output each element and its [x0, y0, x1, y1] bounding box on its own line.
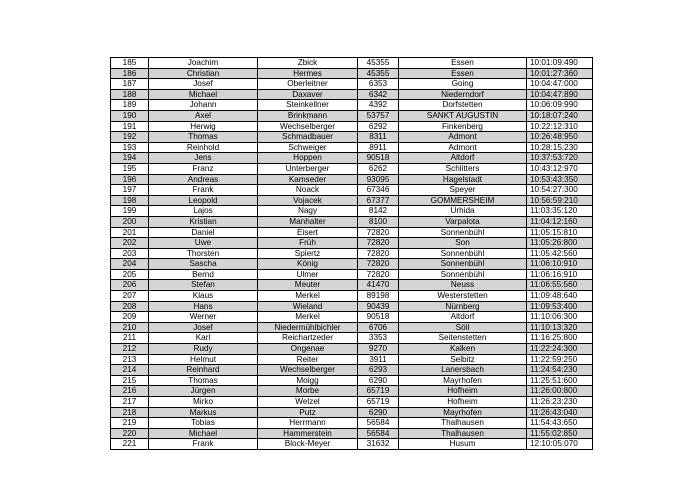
start-number-cell: 199: [111, 206, 149, 217]
last-name-cell: Wieland: [258, 301, 358, 312]
city-cell: Sonnenbühl: [399, 269, 527, 280]
last-name-cell: Ulmer: [258, 269, 358, 280]
last-name-cell: Morbe: [258, 386, 358, 397]
first-name-cell: Andreas: [149, 174, 258, 185]
table-row: [111, 238, 593, 249]
table-row: [111, 68, 593, 79]
start-number-cell: 218: [111, 407, 149, 418]
start-number-cell: 187: [111, 79, 149, 90]
first-name-cell: Frank: [149, 439, 258, 450]
postal-code-cell: 6292: [358, 121, 399, 132]
start-number-cell: 210: [111, 322, 149, 333]
table-row: [111, 110, 593, 121]
city-cell: Selbitz: [399, 354, 527, 365]
city-cell: Varpalota: [399, 216, 527, 227]
time-cell: 10:04:47:000: [527, 79, 593, 90]
postal-code-cell: 6290: [358, 375, 399, 386]
first-name-cell: Helmut: [149, 354, 258, 365]
last-name-cell: Noack: [258, 185, 358, 196]
table-row: [111, 216, 593, 227]
first-name-cell: Werner: [149, 312, 258, 323]
postal-code-cell: 67377: [358, 195, 399, 206]
first-name-cell: Johann: [149, 100, 258, 111]
start-number-cell: 186: [111, 68, 149, 79]
time-cell: 11:16:25:800: [527, 333, 593, 344]
time-cell: 10:53:43:350: [527, 174, 593, 185]
time-cell: 10:26:48:950: [527, 132, 593, 143]
last-name-cell: Spiertz: [258, 248, 358, 259]
postal-code-cell: 45355: [358, 58, 399, 69]
table-row: [111, 291, 593, 302]
time-cell: 11:22:59:250: [527, 354, 593, 365]
last-name-cell: Schmadbauer: [258, 132, 358, 143]
postal-code-cell: 56584: [358, 418, 399, 429]
time-cell: 10:56:59:210: [527, 195, 593, 206]
last-name-cell: Hermes: [258, 68, 358, 79]
first-name-cell: Herwig: [149, 121, 258, 132]
first-name-cell: Josef: [149, 79, 258, 90]
first-name-cell: Michael: [149, 428, 258, 439]
city-cell: Neuss: [399, 280, 527, 291]
table-row: [111, 280, 593, 291]
postal-code-cell: 93095: [358, 174, 399, 185]
postal-code-cell: 41470: [358, 280, 399, 291]
table-row: [111, 58, 593, 69]
results-table: [110, 57, 593, 450]
city-cell: Essen: [399, 58, 527, 69]
table-row: [111, 100, 593, 111]
last-name-cell: Daxaver: [258, 89, 358, 100]
time-cell: 10:01:09:490: [527, 58, 593, 69]
last-name-cell: Putz: [258, 407, 358, 418]
city-cell: Mayrhofen: [399, 407, 527, 418]
postal-code-cell: 31632: [358, 439, 399, 450]
first-name-cell: Frank: [149, 185, 258, 196]
first-name-cell: Uwe: [149, 238, 258, 249]
table-row: [111, 206, 593, 217]
postal-code-cell: 72820: [358, 238, 399, 249]
start-number-cell: 191: [111, 121, 149, 132]
results-table-body: [111, 58, 593, 450]
table-row: [111, 185, 593, 196]
city-cell: Westerstetten: [399, 291, 527, 302]
last-name-cell: Nagy: [258, 206, 358, 217]
city-cell: Seitenstetten: [399, 333, 527, 344]
city-cell: Schlitters: [399, 163, 527, 174]
last-name-cell: Manhalter: [258, 216, 358, 227]
last-name-cell: Welzel: [258, 397, 358, 408]
table-row: [111, 248, 593, 259]
start-number-cell: 188: [111, 89, 149, 100]
table-row: [111, 121, 593, 132]
table-row: [111, 312, 593, 323]
time-cell: 10:28:15:230: [527, 142, 593, 153]
postal-code-cell: 90518: [358, 153, 399, 164]
city-cell: Admont: [399, 132, 527, 143]
last-name-cell: Reiter: [258, 354, 358, 365]
start-number-cell: 192: [111, 132, 149, 143]
table-row: [111, 407, 593, 418]
postal-code-cell: 89198: [358, 291, 399, 302]
city-cell: Going: [399, 79, 527, 90]
city-cell: Admont: [399, 142, 527, 153]
table-row: [111, 301, 593, 312]
start-number-cell: 221: [111, 439, 149, 450]
time-cell: 11:26:43:040: [527, 407, 593, 418]
postal-code-cell: 6293: [358, 365, 399, 376]
table-row: [111, 439, 593, 450]
start-number-cell: 185: [111, 58, 149, 69]
table-row: [111, 322, 593, 333]
table-row: [111, 259, 593, 270]
start-number-cell: 208: [111, 301, 149, 312]
time-cell: 11:26:00:800: [527, 386, 593, 397]
postal-code-cell: 72820: [358, 269, 399, 280]
start-number-cell: 197: [111, 185, 149, 196]
first-name-cell: Daniel: [149, 227, 258, 238]
postal-code-cell: 67346: [358, 185, 399, 196]
start-number-cell: 212: [111, 344, 149, 355]
city-cell: Kalken: [399, 344, 527, 355]
time-cell: 10:18:07:240: [527, 110, 593, 121]
start-number-cell: 196: [111, 174, 149, 185]
city-cell: Finkenberg: [399, 121, 527, 132]
time-cell: 11:22:24:300: [527, 344, 593, 355]
time-cell: 10:06:09:990: [527, 100, 593, 111]
city-cell: SANKT AUGUSTIN: [399, 110, 527, 121]
start-number-cell: 211: [111, 333, 149, 344]
first-name-cell: Mirko: [149, 397, 258, 408]
postal-code-cell: 6353: [358, 79, 399, 90]
postal-code-cell: 90518: [358, 312, 399, 323]
first-name-cell: Joachim: [149, 58, 258, 69]
city-cell: Sonnenbühl: [399, 259, 527, 270]
postal-code-cell: 8142: [358, 206, 399, 217]
last-name-cell: Zbick: [258, 58, 358, 69]
table-row: [111, 195, 593, 206]
last-name-cell: Vojacek: [258, 195, 358, 206]
last-name-cell: Meuter: [258, 280, 358, 291]
time-cell: 11:55:02:850: [527, 428, 593, 439]
start-number-cell: 205: [111, 269, 149, 280]
postal-code-cell: 6706: [358, 322, 399, 333]
city-cell: Hofheim: [399, 386, 527, 397]
time-cell: 11:09:48:640: [527, 291, 593, 302]
last-name-cell: Niedermühlbichler: [258, 322, 358, 333]
last-name-cell: König: [258, 259, 358, 270]
time-cell: 11:05:42:560: [527, 248, 593, 259]
city-cell: Nürnberg: [399, 301, 527, 312]
last-name-cell: Steinkellner: [258, 100, 358, 111]
last-name-cell: Merkel: [258, 312, 358, 323]
start-number-cell: 206: [111, 280, 149, 291]
postal-code-cell: 72820: [358, 259, 399, 270]
table-row: [111, 333, 593, 344]
last-name-cell: Wechselberger: [258, 365, 358, 376]
city-cell: Thalhausen: [399, 428, 527, 439]
postal-code-cell: 90439: [358, 301, 399, 312]
time-cell: 11:10:06:300: [527, 312, 593, 323]
first-name-cell: Hans: [149, 301, 258, 312]
city-cell: Lanersbach: [399, 365, 527, 376]
postal-code-cell: 8311: [358, 132, 399, 143]
first-name-cell: Markus: [149, 407, 258, 418]
time-cell: 11:09:53:400: [527, 301, 593, 312]
first-name-cell: Franz: [149, 163, 258, 174]
city-cell: Mayrhofen: [399, 375, 527, 386]
time-cell: 12:10:05:070: [527, 439, 593, 450]
postal-code-cell: 3911: [358, 354, 399, 365]
last-name-cell: Herrmann: [258, 418, 358, 429]
last-name-cell: Kamseder: [258, 174, 358, 185]
first-name-cell: Karl: [149, 333, 258, 344]
start-number-cell: 198: [111, 195, 149, 206]
table-row: [111, 227, 593, 238]
city-cell: Úrhida: [399, 206, 527, 217]
time-cell: 11:25:51:600: [527, 375, 593, 386]
start-number-cell: 207: [111, 291, 149, 302]
table-row: [111, 132, 593, 143]
time-cell: 10:54:27:300: [527, 185, 593, 196]
first-name-cell: Klaus: [149, 291, 258, 302]
start-number-cell: 204: [111, 259, 149, 270]
postal-code-cell: 72820: [358, 248, 399, 259]
start-number-cell: 209: [111, 312, 149, 323]
city-cell: Sonnenbühl: [399, 248, 527, 259]
time-cell: 11:24:54:230: [527, 365, 593, 376]
postal-code-cell: 9270: [358, 344, 399, 355]
last-name-cell: Schweiger: [258, 142, 358, 153]
time-cell: 11:06:55:560: [527, 280, 593, 291]
postal-code-cell: 65719: [358, 386, 399, 397]
postal-code-cell: 4392: [358, 100, 399, 111]
start-number-cell: 193: [111, 142, 149, 153]
first-name-cell: Sascha: [149, 259, 258, 270]
first-name-cell: Christian: [149, 68, 258, 79]
table-row: [111, 354, 593, 365]
time-cell: 10:01:27:360: [527, 68, 593, 79]
last-name-cell: Oberleitner: [258, 79, 358, 90]
first-name-cell: Reinhard: [149, 365, 258, 376]
last-name-cell: Hoppen: [258, 153, 358, 164]
start-number-cell: 219: [111, 418, 149, 429]
table-row: [111, 386, 593, 397]
table-row: [111, 89, 593, 100]
postal-code-cell: 3353: [358, 333, 399, 344]
start-number-cell: 195: [111, 163, 149, 174]
time-cell: 11:54:43:650: [527, 418, 593, 429]
city-cell: Hofheim: [399, 397, 527, 408]
time-cell: 10:22:12:310: [527, 121, 593, 132]
time-cell: 11:05:15:810: [527, 227, 593, 238]
first-name-cell: Reinhold: [149, 142, 258, 153]
city-cell: Essen: [399, 68, 527, 79]
table-row: [111, 79, 593, 90]
start-number-cell: 214: [111, 365, 149, 376]
start-number-cell: 194: [111, 153, 149, 164]
start-number-cell: 201: [111, 227, 149, 238]
time-cell: 11:10:13:320: [527, 322, 593, 333]
last-name-cell: Eisert: [258, 227, 358, 238]
postal-code-cell: 6290: [358, 407, 399, 418]
table-row: [111, 397, 593, 408]
first-name-cell: Leopold: [149, 195, 258, 206]
time-cell: 11:06:16:910: [527, 269, 593, 280]
last-name-cell: Wechselberger: [258, 121, 358, 132]
city-cell: Husum: [399, 439, 527, 450]
table-row: [111, 269, 593, 280]
postal-code-cell: 45355: [358, 68, 399, 79]
city-cell: Altdorf: [399, 312, 527, 323]
time-cell: 10:04:47:890: [527, 89, 593, 100]
first-name-cell: Thomas: [149, 375, 258, 386]
time-cell: 11:06:10:910: [527, 259, 593, 270]
postal-code-cell: 6342: [358, 89, 399, 100]
start-number-cell: 220: [111, 428, 149, 439]
time-cell: 11:26:23:230: [527, 397, 593, 408]
table-row: [111, 428, 593, 439]
first-name-cell: Josef: [149, 322, 258, 333]
start-number-cell: 190: [111, 110, 149, 121]
table-row: [111, 365, 593, 376]
first-name-cell: Rudy: [149, 344, 258, 355]
last-name-cell: Früh: [258, 238, 358, 249]
city-cell: Thalhausen: [399, 418, 527, 429]
start-number-cell: 202: [111, 238, 149, 249]
city-cell: Hagelstadt: [399, 174, 527, 185]
last-name-cell: Reichartzeder: [258, 333, 358, 344]
table-row: [111, 174, 593, 185]
city-cell: GOMMERSHEIM: [399, 195, 527, 206]
time-cell: 10:43:12:970: [527, 163, 593, 174]
last-name-cell: Block-Meyer: [258, 439, 358, 450]
table-row: [111, 163, 593, 174]
first-name-cell: Stefan: [149, 280, 258, 291]
last-name-cell: Brinkmann: [258, 110, 358, 121]
city-cell: Söll: [399, 322, 527, 333]
last-name-cell: Unterberger: [258, 163, 358, 174]
start-number-cell: 203: [111, 248, 149, 259]
postal-code-cell: 6262: [358, 163, 399, 174]
city-cell: Dorfstetten: [399, 100, 527, 111]
start-number-cell: 189: [111, 100, 149, 111]
postal-code-cell: 65719: [358, 397, 399, 408]
time-cell: 10:37:53:720: [527, 153, 593, 164]
first-name-cell: Tobias: [149, 418, 258, 429]
time-cell: 11:03:35:120: [527, 206, 593, 217]
start-number-cell: 215: [111, 375, 149, 386]
postal-code-cell: 72820: [358, 227, 399, 238]
city-cell: Altdorf: [399, 153, 527, 164]
postal-code-cell: 53757: [358, 110, 399, 121]
table-row: [111, 344, 593, 355]
city-cell: Niederndorf: [399, 89, 527, 100]
first-name-cell: Bernd: [149, 269, 258, 280]
first-name-cell: Axel: [149, 110, 258, 121]
first-name-cell: Jens: [149, 153, 258, 164]
first-name-cell: Lajos: [149, 206, 258, 217]
first-name-cell: Thorsten: [149, 248, 258, 259]
last-name-cell: Ongenae: [258, 344, 358, 355]
time-cell: 11:04:12:160: [527, 216, 593, 227]
table-row: [111, 375, 593, 386]
first-name-cell: Michael: [149, 89, 258, 100]
postal-code-cell: 56584: [358, 428, 399, 439]
table-row: [111, 153, 593, 164]
table-row: [111, 418, 593, 429]
start-number-cell: 213: [111, 354, 149, 365]
city-cell: Son: [399, 238, 527, 249]
city-cell: Sonnenbühl: [399, 227, 527, 238]
last-name-cell: Merkel: [258, 291, 358, 302]
start-number-cell: 200: [111, 216, 149, 227]
first-name-cell: Thomas: [149, 132, 258, 143]
first-name-cell: Jürgen: [149, 386, 258, 397]
city-cell: Speyer: [399, 185, 527, 196]
last-name-cell: Hammerstein: [258, 428, 358, 439]
start-number-cell: 217: [111, 397, 149, 408]
last-name-cell: Moigg: [258, 375, 358, 386]
first-name-cell: Kristian: [149, 216, 258, 227]
time-cell: 11:05:26:800: [527, 238, 593, 249]
postal-code-cell: 8100: [358, 216, 399, 227]
table-row: [111, 142, 593, 153]
postal-code-cell: 8911: [358, 142, 399, 153]
start-number-cell: 216: [111, 386, 149, 397]
